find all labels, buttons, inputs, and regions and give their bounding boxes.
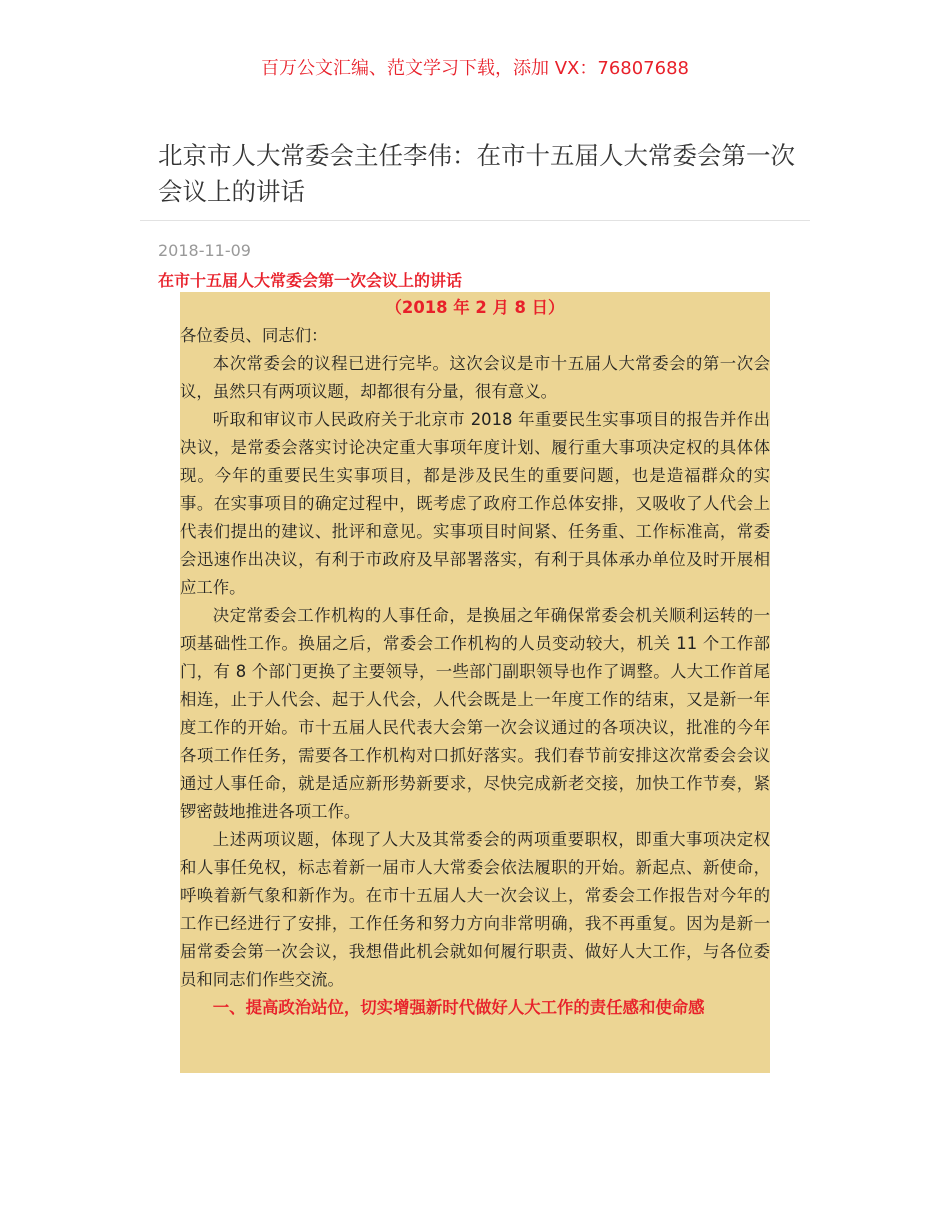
article-subtitle: 在市十五届人大常委会第一次会议上的讲话 xyxy=(158,271,463,290)
speech-date: （2018 年 2 月 8 日） xyxy=(385,298,565,317)
page-title: 北京市人大常委会主任李伟：在市十五届人大常委会第一次会议上的讲话 xyxy=(158,141,795,206)
article-body xyxy=(180,292,770,1073)
paragraph: 听取和审议市人民政府关于北京市 2018 年重要民生实事项目的报告并作出决议，是常委会落实讨论决定重大事项年度计划、履行重大事项决定权的具体体现。今年的重要民生实事项目，都是涉及民生的重要问题，也是造福群众的实事。在实事项目的确定过程中，既考虑了政府工作总体安排，又吸收了人代会上代表们提出的建议、批评和意见。实事项目时间紧、任务重、工作标准高，常委会迅速作出决议，有利于市政府及早部署落实，有利于具体承办单位及时开展相应工作。 xyxy=(180,410,770,597)
paragraph: 决定常委会工作机构的人事任命，是换届之年确保常委会机关顺利运转的一项基础性工作。换届之后，常委会工作机构的人员变动较大，机关 11 个工作部门，有 8 个部门更换了主要领导，一些部门副职领导也作了调整。人大工作首尾相连，止于人代会、起于人代会，人代会既是上一年度工作的结束，又是新一年度工作的开始。市十五届人民代表大会第一次会议通过的各项决议，批准的今年各项工作任务，需要各工作机构对口抓好落实。我们春节前安排这次常委会会议通过人事任命，就是适应新形势新要求，尽快完成新老交接，加快工作节奏，紧锣密鼓地推进各项工作。 xyxy=(180,606,770,821)
salutation: 各位委员、同志们： xyxy=(180,326,328,345)
title-divider xyxy=(140,220,810,221)
promo-banner: 百万公文汇编、范文学习下载，添加 VX：76807688 xyxy=(261,58,689,79)
paragraph: 本次常委会的议程已进行完毕。这次会议是市十五届人大常委会的第一次会议，虽然只有两项议题，却都很有分量，很有意义。 xyxy=(180,354,770,401)
paragraph: 上述两项议题，体现了人大及其常委会的两项重要职权，即重大事项决定权和人事任免权，标志着新一届市人大常委会依法履职的开始。新起点、新使命，呼唤着新气象和新作为。在市十五届人大一次会议上，常委会工作报告对今年的工作已经进行了安排，工作任务和努力方向非常明确，我不再重复。因为是新一届常委会第一次会议，我想借此机会就如何履行职责、做好人大工作，与各位委员和同志们作些交流。 xyxy=(180,830,770,989)
publish-date: 2018-11-09 xyxy=(158,241,251,260)
section-heading: 一、提高政治站位，切实增强新时代做好人大工作的责任感和使命感 xyxy=(212,998,705,1017)
